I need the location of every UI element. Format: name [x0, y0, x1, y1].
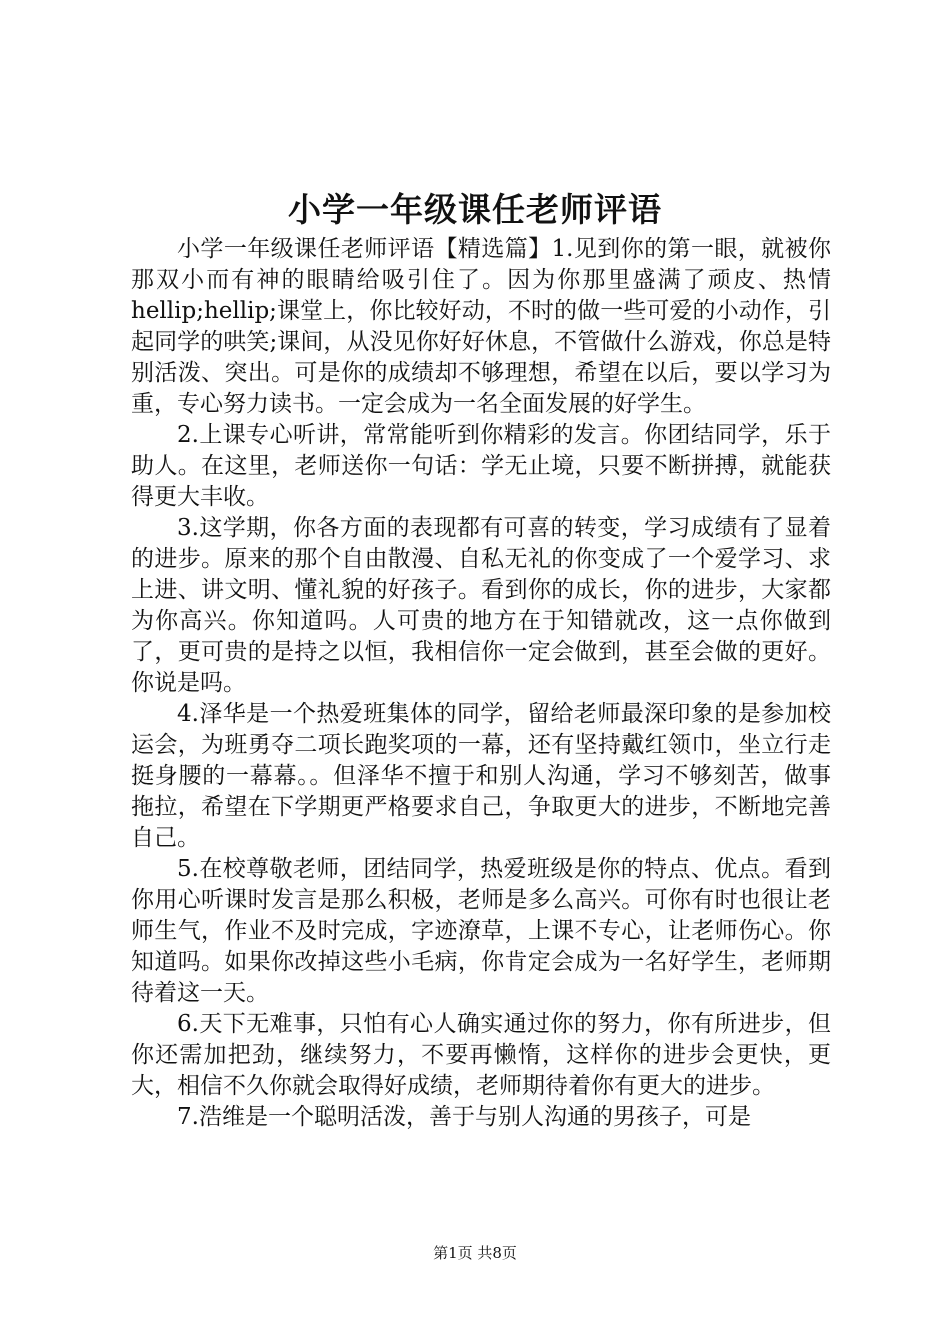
paragraph-1: 小学一年级课任老师评语【精选篇】1.见到你的第一眼，就被你那双小而有神的眼睛给吸引住了。因为你那里盛满了顽皮、热情hellip;hellip;课堂上，你比较好动，不时的做一些可爱的小动作，引起同学的哄笑;课间，从没见你好好休息，不管做什么游戏，你总是特别活泼、突出。可是你的成绩却不够理想，希望在以后，要以学习为重，专心努力读书。一定会成为一名全面发展的好学生。 — [131, 236, 831, 417]
paragraph-6: 6.天下无难事，只怕有心人确实通过你的努力，你有所进步，但你还需加把劲，继续努力，不要再懒惰，这样你的进步会更快，更大，相信不久你就会取得好成绩，老师期待着你有更大的进步。 — [131, 1011, 831, 1099]
paragraph-2: 2.上课专心听讲，常常能听到你精彩的发言。你团结同学，乐于助人。在这里，老师送你一句话：学无止境，只要不断拼搏，就能获得更大丰收。 — [131, 422, 831, 510]
document-title: 小学一年级课任老师评语 — [288, 190, 662, 229]
document-body — [131, 234, 831, 1133]
page-footer: 第1页 共8页 — [433, 1244, 517, 1262]
paragraph-3: 3.这学期，你各方面的表现都有可喜的转变，学习成绩有了显着的进步。原来的那个自由散漫、自私无礼的你变成了一个爱学习、求上进、讲文明、懂礼貌的好孩子。看到你的成长，你的进步，大家都为你高兴。你知道吗。人可贵的地方在于知错就改，这一点你做到了，更可贵的是持之以恒，我相信你一定会做到，甚至会做的更好。你说是吗。 — [131, 515, 831, 696]
paragraph-7: 7.浩维是一个聪明活泼，善于与别人沟通的男孩子，可是 — [177, 1104, 751, 1130]
paragraph-5: 5.在校尊敬老师，团结同学，热爱班级是你的特点、优点。看到你用心听课时发言是那么积极，老师是多么高兴。可你有时也很让老师生气，作业不及时完成，字迹潦草，上课不专心，让老师伤心。你知道吗。如果你改掉这些小毛病，你肯定会成为一名好学生，老师期待着这一天。 — [131, 856, 831, 1006]
paragraph-4: 4.泽华是一个热爱班集体的同学，留给老师最深印象的是参加校运会，为班勇夺二项长跑奖项的一幕，还有坚持戴红领巾，坐立行走挺身腰的一幕幕。。但泽华不擅于和别人沟通，学习不够刻苦，做事拖拉，希望在下学期更严格要求自己，争取更大的进步，不断地完善自己。 — [131, 701, 831, 851]
